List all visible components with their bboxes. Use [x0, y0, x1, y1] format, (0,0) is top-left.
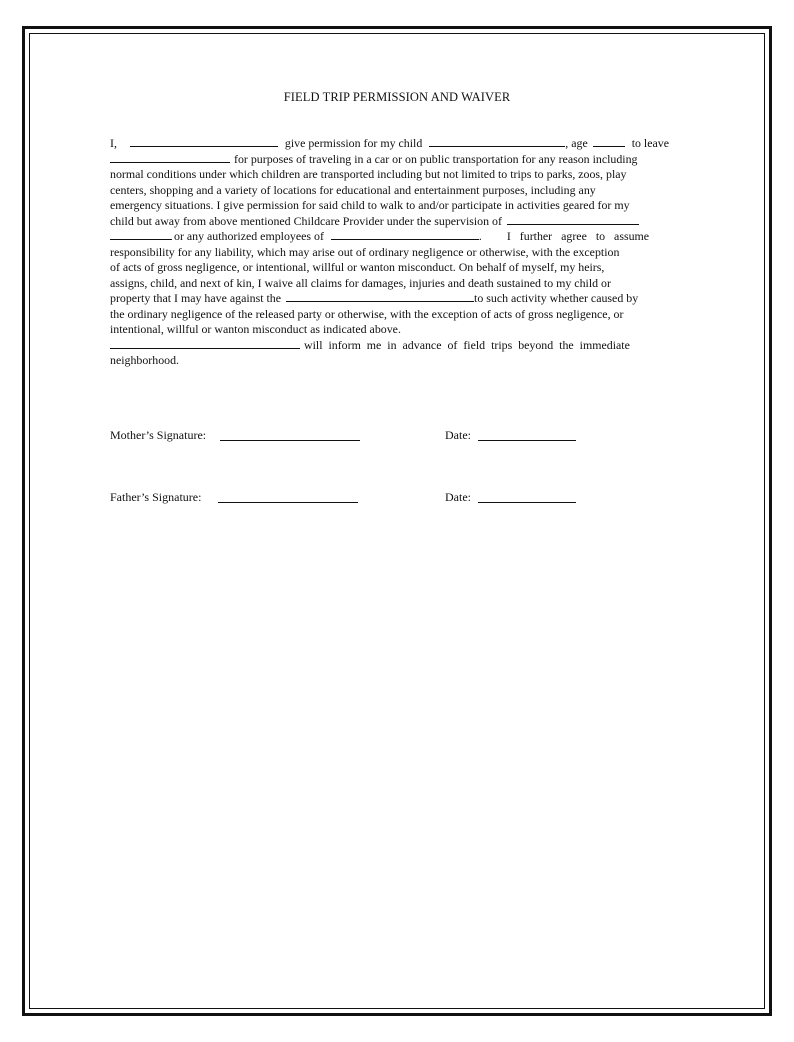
mother-date-label: Date: [445, 428, 471, 442]
paragraph-line-14 [110, 338, 686, 354]
paragraph-line-11 [110, 291, 686, 307]
paragraph-line-4 [110, 183, 686, 199]
paragraph-line-2 [110, 152, 686, 168]
text-i: I, [110, 136, 117, 150]
paragraph-line-5: emergency situations. I give permission for said child to walk to and/or participate in activities geared for my [110, 198, 630, 212]
paragraph-line-1 [110, 136, 686, 152]
paragraph-line-7 [110, 229, 686, 245]
leave-from-field[interactable] [110, 152, 230, 163]
parent-name-field[interactable] [130, 136, 278, 147]
child-age-field[interactable] [593, 136, 625, 147]
text-supervision: child but away from above mentioned Childcare Provider under the supervision of [110, 213, 502, 228]
informing-party-field[interactable] [110, 338, 300, 349]
mother-date-field[interactable] [478, 428, 576, 441]
document-title: FIELD TRIP PERMISSION AND WAIVER [283, 90, 511, 104]
released-party-field[interactable] [286, 291, 474, 302]
paragraph-line-12: the ordinary negligence of the released party or otherwise, with the exception of acts of gross negligence, or [110, 306, 624, 321]
paragraph-line-10: assigns, child, and next of kin, I waive all claims for damages, injuries and death sustained to my child or [110, 275, 611, 290]
supervisor-name-field[interactable] [507, 214, 639, 225]
paragraph-line-8: responsibility for any liability, which may arise out of ordinary negligence or otherwise, with the exception [110, 244, 620, 259]
paragraph-line-9: of acts of gross negligence, or intentional, willful or wanton misconduct. On behalf of myself, my heirs, [110, 260, 605, 274]
line-4-text: centers, shopping and a variety of locations for educational and entertainment purposes, including any [110, 182, 596, 197]
father-signature-field[interactable] [218, 490, 358, 503]
provider-name-field[interactable] [331, 229, 479, 240]
mother-signature-label: Mother’s Signature: [110, 428, 207, 442]
text-such-activity: to such activity whether caused by [474, 291, 639, 305]
father-signature-label: Father’s Signature: [110, 490, 202, 504]
father-date-label: Date: [445, 490, 471, 504]
text-give-permission: give permission for my child [284, 136, 423, 150]
father-date-field[interactable] [478, 490, 576, 503]
child-name-field[interactable] [429, 136, 565, 147]
text-to-leave: to leave [631, 136, 670, 150]
authorized-prefix-field[interactable] [110, 229, 172, 240]
text-further-agree: I further agree to assume [506, 229, 650, 243]
paragraph-line-6 [110, 214, 686, 230]
text-will-inform: will inform me in advance of field trips beyond the immediate [304, 337, 630, 352]
paragraph-line-13: intentional, willful or wanton misconduct as indicated above. [110, 322, 401, 336]
paragraph-line-3: normal conditions under which children are transported including but not limited to trips to parks, zoos, play [110, 167, 627, 181]
mother-signature-field[interactable] [220, 428, 360, 441]
paragraph-line-15: neighborhood. [110, 353, 180, 367]
text-authorized-employees: or any authorized employees of [174, 229, 324, 243]
text-period: . [478, 229, 482, 243]
text-property: property that I may have against the [110, 291, 282, 305]
waiver-paragraph [110, 136, 686, 369]
text-purposes: for purposes of traveling in a car or on public transportation for any reason including [234, 151, 638, 166]
text-age: , age [565, 136, 588, 150]
